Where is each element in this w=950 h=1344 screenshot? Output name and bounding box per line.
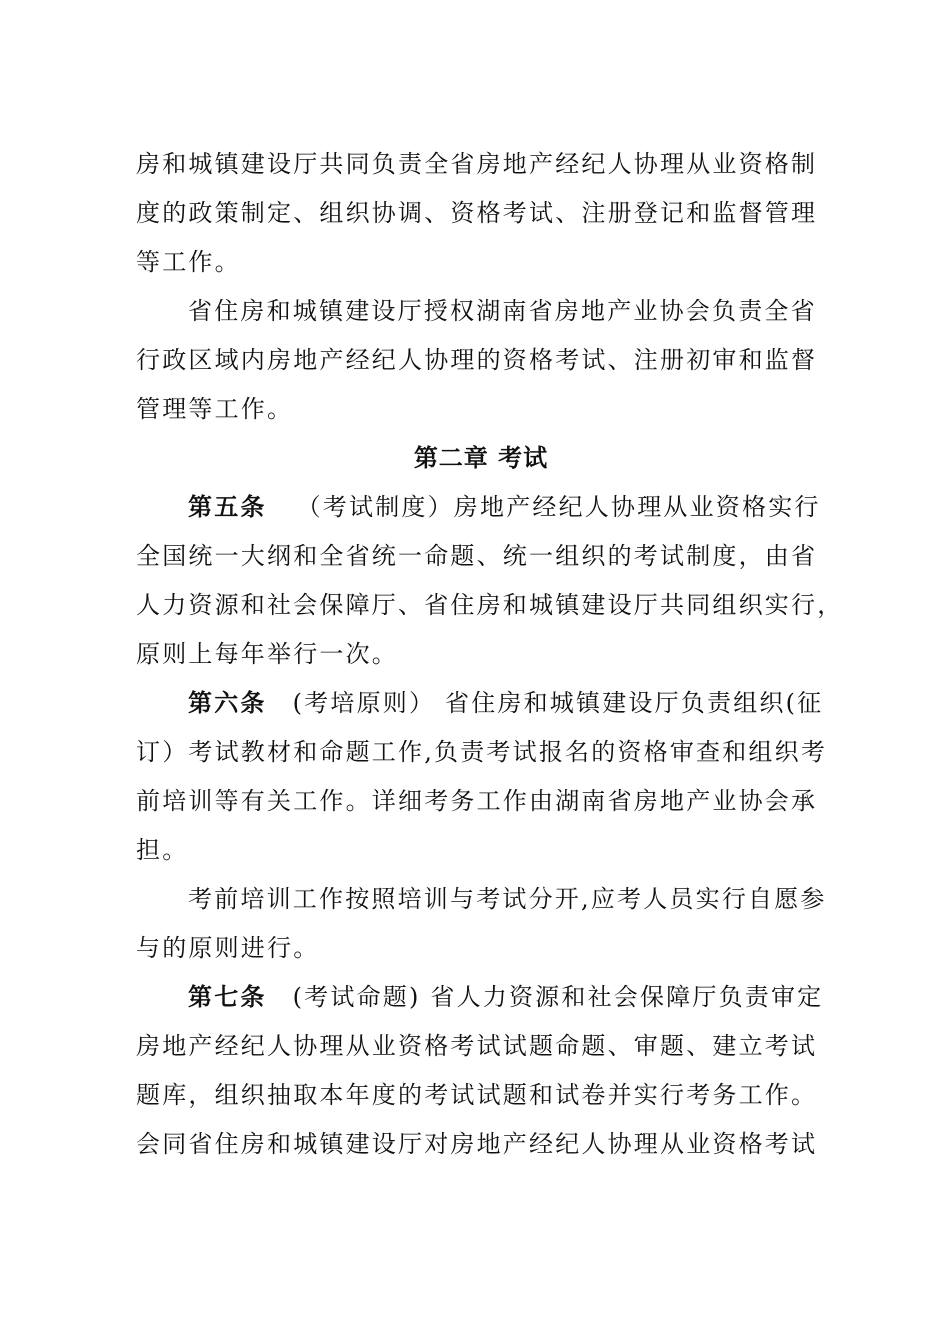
text-line: 管理等工作。 [136,395,294,423]
article-number: 第五条 [188,493,267,521]
text-line: 与的原则进行。 [136,934,320,962]
text-line: 等工作。 [136,248,241,276]
chapter-heading: 第二章 考试 [413,444,549,472]
article-text: (考培原则） 省住房和城镇建设厅负责组织(征 [292,689,824,717]
text-line: 会同省住房和城镇建设厅对房地产经纪人协理从业资格考试 [136,1130,818,1158]
article-text: (考试命题) 省人力资源和社会保障厅负责审定 [292,983,824,1011]
text-line: 人力资源和社会保障厅、省住房和城镇建设厅共同组织实行， [136,591,844,619]
article-number: 第六条 [188,689,267,717]
text-line: 行政区域内房地产经纪人协理的资格考试、注册初审和监督 [136,346,818,374]
text-line: 度的政策制定、组织协调、资格考试、注册登记和监督管理 [136,199,818,227]
text-line: 全国统一大纲和全省统一命题、统一组织的考试制度，由省 [136,542,818,570]
text-line: 原则上每年举行一次。 [136,640,398,668]
text-line: 担。 [136,836,189,864]
text-line: 考前培训工作按照培训与考试分开,应考人员实行自愿参 [188,885,827,913]
text-line: 省住房和城镇建设厅授权湖南省房地产业协会负责全省 [188,297,817,325]
article-line [136,679,826,728]
text-line: 房和城镇建设厅共同负责全省房地产经纪人协理从业资格制 [136,150,818,178]
text-line: 房地产经纪人协理从业资格考试试题命题、审题、建立考试 [136,1032,818,1060]
text-line: 前培训等有关工作。详细考务工作由湖南省房地产业协会承 [136,787,818,815]
text-line: 订）考试教材和命题工作,负责考试报名的资格审查和组织考 [136,738,828,766]
document-page [136,140,844,1169]
article-line [136,973,826,1022]
article-text: （考试制度）房地产经纪人协理从业资格实行 [296,493,821,521]
text-line: 题库，组织抽取本年度的考试试题和试卷并实行考务工作。 [136,1081,818,1109]
article-line [136,483,826,532]
article-number: 第七条 [188,983,267,1011]
